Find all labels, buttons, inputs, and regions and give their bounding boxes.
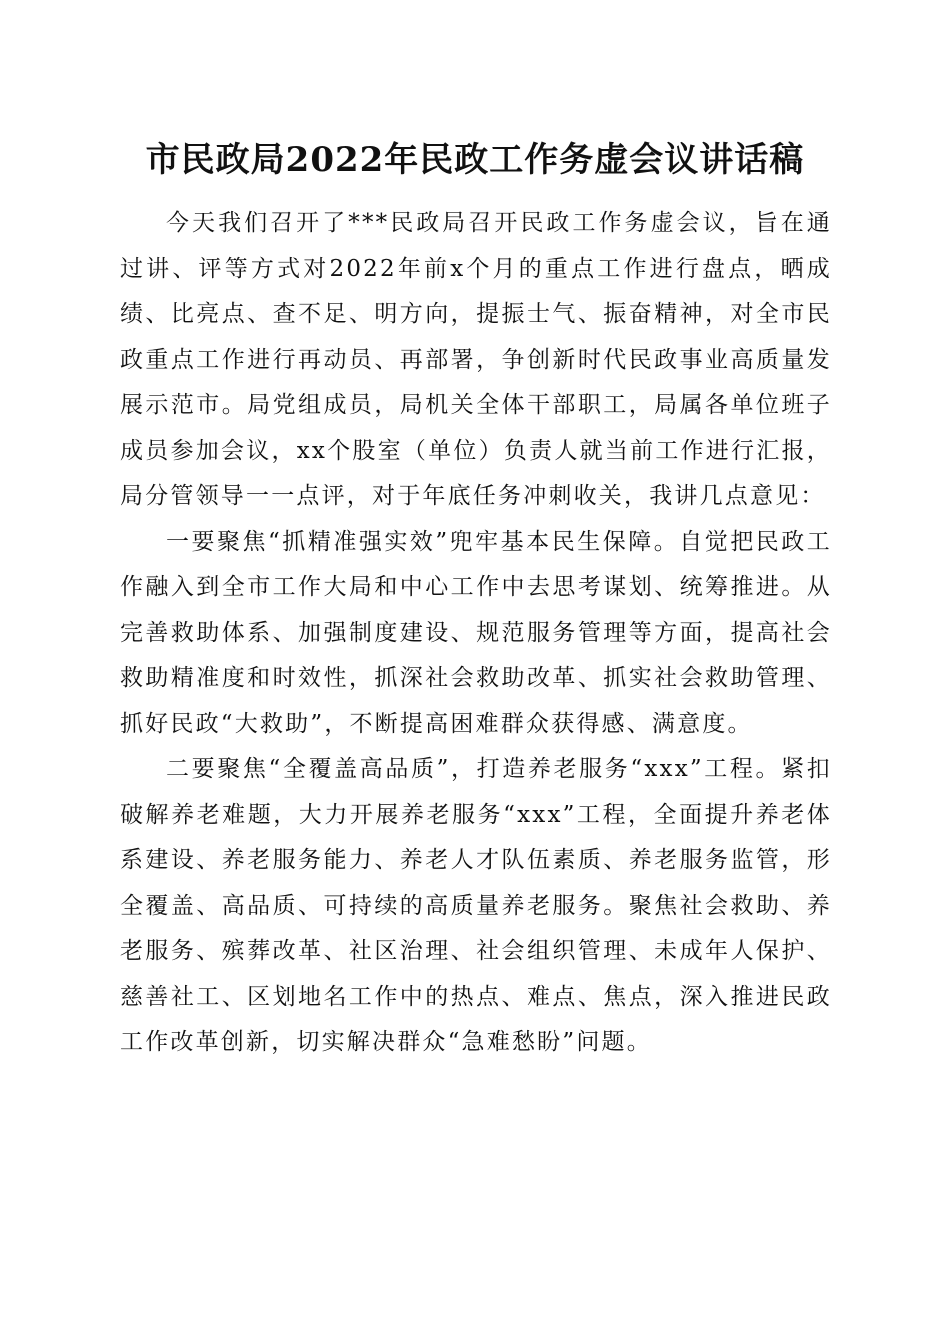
page-title: 市民政局2022年民政工作务虚会议讲话稿 [145, 140, 805, 180]
paragraph-point-one: 一要聚焦“抓精准强实效”兜牢基本民生保障。自觉把民政工作融入到全市工作大局和中心工作中去思考谋划、统筹推进。从完善救助体系、加强制度建设、规范服务管理等方面，提高社会救助精准度和时效性，抓深社会救助改革、抓实社会救助管理、抓好民政“大救助”，不断提高困难群众获得感、满意度。 [120, 528, 832, 737]
document-body [120, 201, 832, 1066]
paragraph-point-two: 二要聚焦“全覆盖高品质”，打造养老服务“xxx”工程。紧扣破解养老难题，大力开展养老服务“xxx”工程，全面提升养老体系建设、养老服务能力、养老人才队伍素质、养老服务监管，形全覆盖、高品质、可持续的高质量养老服务。聚焦社会救助、养老服务、殡葬改革、社区治理、社会组织管理、未成年人保护、慈善社工、区划地名工作中的热点、难点、焦点，深入推进民政工作改革创新，切实解决群众“急难愁盼”问题。 [120, 756, 832, 1055]
paragraph-intro: 今天我们召开了***民政局召开民政工作务虚会议，旨在通过讲、评等方式对2022年前x个月的重点工作进行盘点，晒成绩、比亮点、查不足、明方向，提振士气、振奋精神，对全市民政重点工作进行再动员、再部署，争创新时代民政事业高质量发展示范市。局党组成员，局机关全体干部职工，局属各单位班子成员参加会议，xx个股室（单位）负责人就当前工作进行汇报，局分管领导一一点评，对于年底任务冲刺收关，我讲几点意见： [120, 210, 832, 509]
